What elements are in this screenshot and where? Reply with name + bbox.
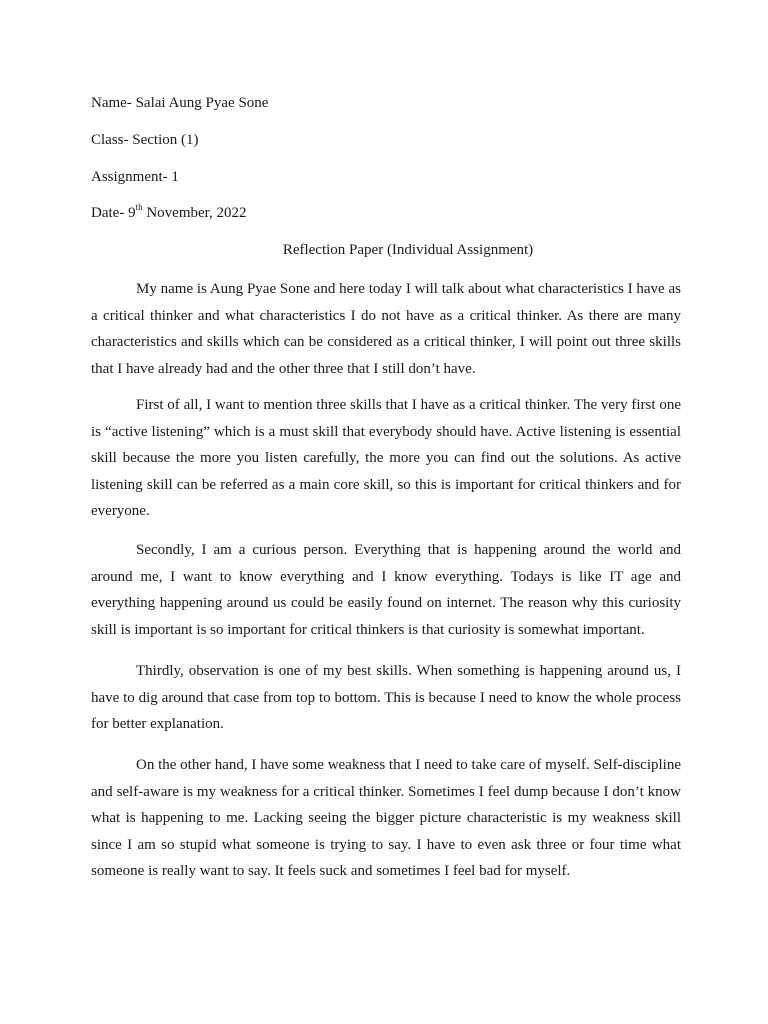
date-line [91,204,247,222]
class-line [91,131,198,149]
class-label: Class- [91,132,129,148]
name-label: Name- [91,95,132,111]
date-suffix: th [135,202,143,212]
assignment-label: Assignment- [91,169,168,185]
name-line [91,94,268,112]
assignment-line [91,168,179,186]
paragraph-weakness: On the other hand, I have some weakness that I need to take care of myself. Self-discipline and self-aware is my weakness for a critical thinker. Sometimes I feel dump because I don’t know what is happening to me. Lacking seeing the bigger picture characteristic is my weakness skill since I am so stupid what someone is trying to say. I have to even ask three or four time what someone is really want to say. It feels suck and sometimes I feel bad for myself. [91,757,681,879]
class-value: Section (1) [132,132,199,148]
date-day: 9 [128,205,136,221]
paragraph-observation: Thirdly, observation is one of my best skills. When something is happening around us, I have to dig around that case from top to bottom. This is because I need to know the whole process for better explanation. [91,663,681,732]
document-title: Reflection Paper (Individual Assignment) [282,242,534,258]
assignment-value: 1 [171,169,179,185]
paragraph-intro: My name is Aung Pyae Sone and here today I will talk about what characteristics I have as a critical thinker and what characteristics I do not have as a critical thinker. As there are many characteristics and skills which can be considered as a critical thinker, I will point out three skills that I have already had and the other three that I still don’t have. [91,281,681,377]
date-rest: November, 2022 [146,205,247,221]
name-value: Salai Aung Pyae Sone [135,95,269,111]
paragraph-active-listening: First of all, I want to mention three skills that I have as a critical thinker. The very first one is “active listening” which is a must skill that everybody should have. Active listening is essential skill because the more you listen carefully, the more you can find out the solutions. As active listening skill can be referred as a main core skill, so this is important for critical thinkers and for everyone. [91,397,681,519]
date-label: Date- [91,205,125,221]
paragraph-curiosity: Secondly, I am a curious person. Everything that is happening around the world and around me, I want to know everything and I know everything. Todays is like IT age and everything happening around us could be easily found on internet. The reason why this curiosity skill is important is so important for critical thinkers is that curiosity is somewhat important. [91,542,681,638]
